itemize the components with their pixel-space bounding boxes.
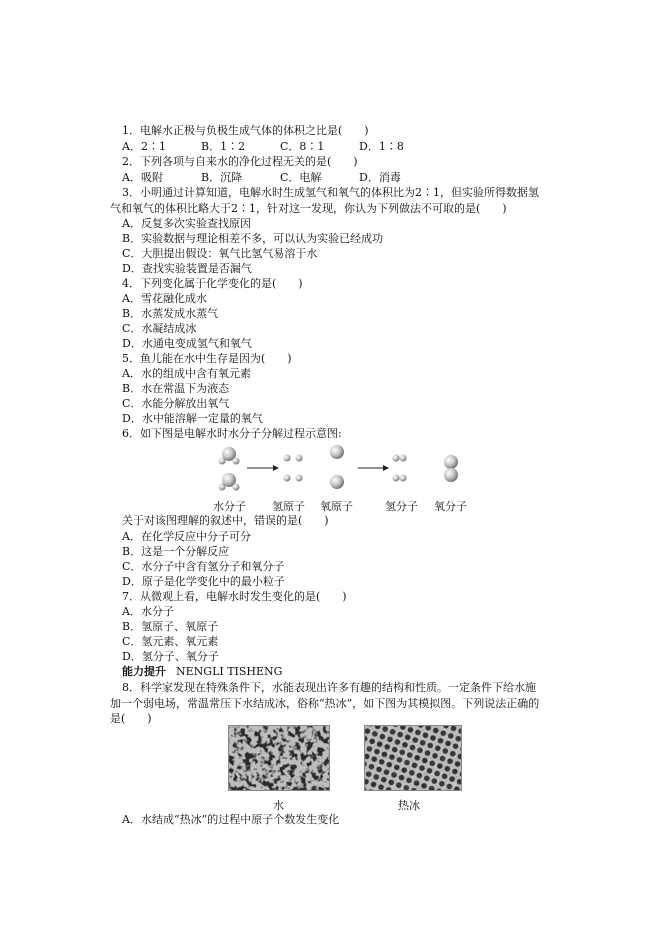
question-3-option-b: B．实验数据与理论相差不多，可以认为实验已经成功 [122, 232, 384, 245]
section-pinyin: NENGLI TISHENG [176, 665, 283, 678]
question-5-option-c: C．水能分解放出氧气 [122, 397, 230, 410]
question-1-options [122, 140, 422, 154]
label-oxygen-molecule: 氧分子 [434, 500, 467, 513]
option-b: B．1∶2 [201, 140, 246, 153]
hydrogen-molecules [393, 455, 407, 482]
question-7-option-d: D．氢分子、氧分子 [122, 650, 219, 663]
oxygen-atoms [330, 445, 344, 489]
hydrogen-atoms [284, 455, 303, 482]
question-6-option-d: D．原子是化学变化中的最小粒子 [122, 575, 285, 588]
question-3-option-a: A．反复多次实验查找原因 [122, 217, 251, 230]
question-8-option-a: A．水结成“热冰”的过程中原子个数发生变化 [122, 813, 340, 826]
question-5-stem: 5．鱼儿能在水中生存是因为( ) [122, 352, 292, 365]
option-d: D．1∶8 [359, 140, 404, 153]
question-4-option-a: A．雪花融化成水 [122, 292, 207, 305]
question-4-option-b: B．水蒸发成水蒸气 [122, 307, 219, 320]
label-hot-ice: 热冰 [398, 799, 420, 812]
question-1-stem: 1．电解水正极与负极生成气体的体积之比是( ) [122, 124, 369, 137]
question-5-option-b: B．水在常温下为液态 [122, 382, 230, 395]
question-3-stem-line2: 气和氧气的体积比略大于2∶1，针对这一发现，你认为下列做法不可取的是( ) [110, 202, 507, 215]
label-hydrogen-molecule: 氢分子 [385, 500, 418, 513]
water-structure-image [228, 725, 330, 791]
electrolysis-diagram [205, 440, 495, 502]
section-title: 能力提升 [122, 665, 166, 678]
section-header [122, 665, 282, 679]
question-6-option-c: C．水分子中含有氢分子和氧分子 [122, 560, 285, 573]
question-7-option-a: A．水分子 [122, 605, 174, 618]
question-5-option-a: A．水的组成中含有氧元素 [122, 367, 251, 380]
label-hydrogen-atom: 氢原子 [272, 500, 305, 513]
question-6-follow: 关于对该图理解的叙述中，错误的是( ) [122, 514, 329, 527]
question-4-option-d: D．水通电变成氢气和氧气 [122, 337, 252, 350]
water-molecule-group [219, 447, 240, 491]
option-a: A．吸附 [122, 171, 163, 184]
question-8-stem-line2: 加一个弱电场，常温常压下水结成冰，俗称“热冰”，如下图为其模拟图。下列说法正确的 [110, 697, 540, 710]
question-6-option-a: A．在化学反应中分子可分 [122, 530, 251, 543]
option-c: C．电解 [280, 171, 322, 184]
question-6-option-b: B．这是一个分解反应 [122, 545, 230, 558]
question-7-option-c: C．氢元素、氧元素 [122, 635, 219, 648]
hot-ice-structure-image [364, 725, 462, 791]
option-a: A．2∶1 [122, 140, 166, 153]
question-5-option-d: D．水中能溶解一定量的氧气 [122, 412, 263, 425]
question-7-stem: 7．从微观上看，电解水时发生变化的是( ) [122, 590, 347, 603]
reaction-arrow [358, 465, 389, 471]
question-4-stem: 4．下列变化属于化学变化的是( ) [122, 277, 303, 290]
question-3-stem-line1: 3．小明通过计算知道，电解水时生成氢气和氧气的体积比为2∶1，但实验所得数据氢 [122, 186, 539, 199]
question-2-stem: 2．下列各项与自来水的净化过程无关的是( ) [122, 155, 358, 168]
question-4-option-c: C．水凝结成冰 [122, 322, 197, 335]
label-water-molecule: 水分子 [213, 500, 246, 513]
option-b: B．沉降 [201, 171, 243, 184]
question-6-stem: 6．如下图是电解水时水分子分解过程示意图: [122, 427, 342, 440]
question-8-stem-line3: 是( ) [110, 712, 152, 725]
question-3-option-c: C．大胆提出假设：氧气比氢气易溶于水 [122, 247, 318, 260]
question-2-options [122, 171, 422, 185]
label-oxygen-atom: 氧原子 [320, 500, 353, 513]
question-3-option-d: D．查找实验装置是否漏气 [122, 262, 252, 275]
question-8-stem-line1: 8．科学家发现在特殊条件下，水能表现出许多有趣的结构和性质。一定条件下给水施 [122, 681, 536, 694]
label-water: 水 [273, 799, 284, 812]
option-c: C．8∶1 [280, 140, 325, 153]
reaction-arrow [247, 465, 279, 471]
oxygen-molecule [444, 455, 458, 482]
question-7-option-b: B．氢原子、氧原子 [122, 620, 219, 633]
option-d: D．消毒 [359, 171, 401, 184]
